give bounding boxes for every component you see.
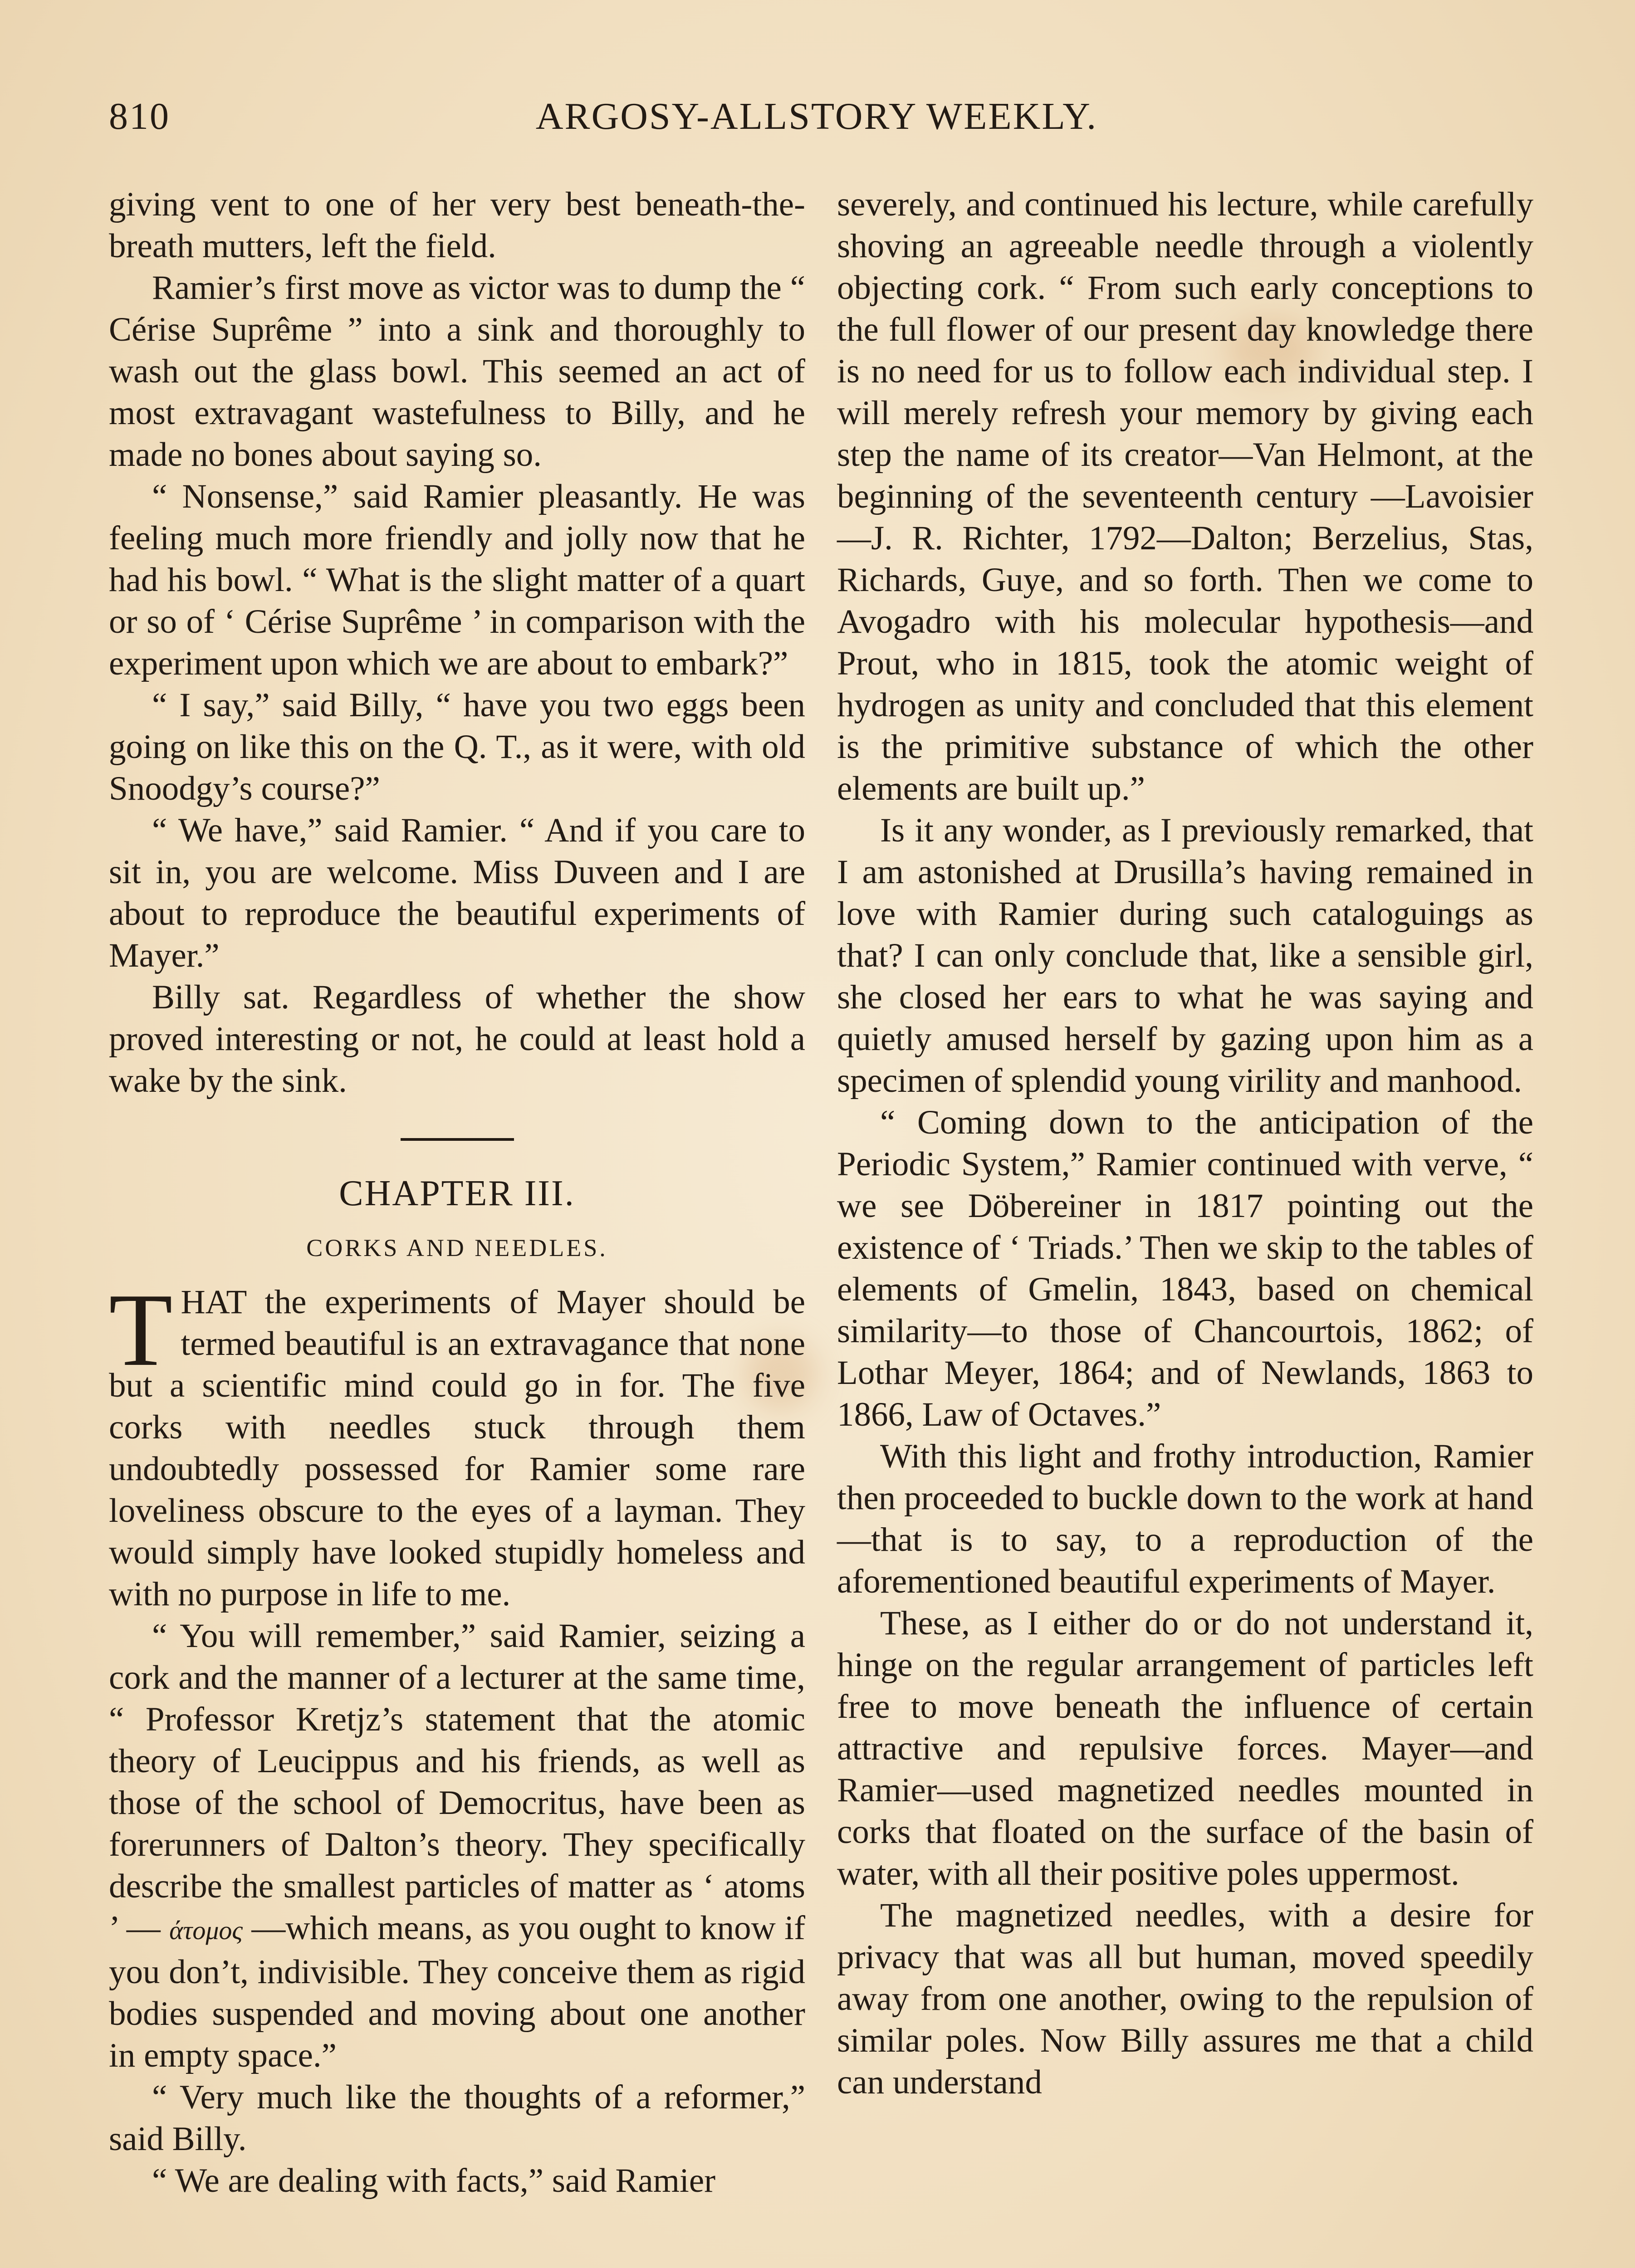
chapter-title: CHAPTER III. xyxy=(339,1173,575,1213)
paragraph: With this light and frothy introduction, Ramier then proceeded to buckle down to the work at hand—that is to say, to a reproduction of the aforementioned beautiful experiments of Mayer. xyxy=(837,1437,1533,1600)
paragraph xyxy=(109,1615,805,2077)
paragraph: “ Coming down to the anticipation of the Periodic System,” Ramier continued with verve, “ we see Döbereiner in 1817 pointing out the existence of ‘ Triads.’ Then we skip to the tables of elements of Gmelin, 1843, based on chemical similarity—to those of Chancourtois, 1862; of Lothar Meyer, 1864; and of Newlands, 1863 to 1866, Law of Octaves.” xyxy=(837,1104,1533,1433)
right-column xyxy=(837,184,1533,2103)
paragraph: Billy sat. Regardless of whether the show proved interesting or not, he could at least hold a wake by the sink. xyxy=(109,978,805,1100)
paragraph: Ramier’s first move as victor was to dump the “ Cérise Suprême ” into a sink and thoroughly to wash out the glass bowl. This seemed an act of most extravagant wastefulness to Billy, and he made no bones about saying so. xyxy=(109,269,805,474)
paragraph: “ I say,” said Billy, “ have you two eggs been going on like this on the Q. T., as it were, with old Snoodgy’s course?” xyxy=(109,686,805,807)
opening-text: HAT the experiments of Mayer should be termed beautiful is an extravagance that none but a scientific mind could go in for. The five corks with needles stuck through them undoubtedly possessed for Ramier some rare loveliness obscure to the eyes of a layman. They would simply have looked stupidly homeless and with no purpose in life to me. xyxy=(109,1283,805,1613)
paragraph: Is it any wonder, as I previously remarked, that I am astonished at Drusilla’s having remained in love with Ramier during such cataloguings as that? I can only conclude that, like a sensible girl, she closed her ears to what he was saying and quietly amused herself by gazing upon him as a specimen of splendid young virility and manhood. xyxy=(837,811,1533,1100)
paragraph: “ We have,” said Ramier. “ And if you care to sit in, you are welcome. Miss Duveen and I are about to reproduce the beautiful experiments of Mayer.” xyxy=(109,811,805,974)
page-header xyxy=(109,94,1524,149)
paragraph: These, as I either do or do not understand it, hinge on the regular arrangement of particles left free to move beneath the influence of certain attractive and repulsive forces. Mayer—and Ramier—used magnetized needles mounted in corks that floated on the surface of the basin of water, with all their positive poles uppermost. xyxy=(837,1604,1533,1892)
drop-cap: T xyxy=(109,1272,173,1388)
paragraph: The magnetized needles, with a desire for privacy that was all but human, moved speedily away from one another, owing to the repulsion of similar poles. Now Billy assures me that a child can understand xyxy=(837,1897,1533,2101)
paragraph: “ Very much like the thoughts of a reformer,” said Billy. xyxy=(109,2078,805,2158)
paragraph: giving vent to one of her very best beneath-the-breath mutters, left the field. xyxy=(109,186,805,265)
lecture-text-start: “ You will remember,” said Ramier, seizing a cork and the manner of a lecturer at the same time, “ Professor Kretjz’s statement that the atomic theory of Leucippus and his friends, as well as those of the school of Democritus, have been as forerunners of Dalton’s theory. They specifically describe the smallest particles of matter as ‘ atoms ’ — xyxy=(109,1617,805,1947)
greek-word: άτομος xyxy=(169,1916,243,1945)
publication-title: ARGOSY-ALLSTORY WEEKLY. xyxy=(535,95,1098,137)
lecture-text-end: —which means, as you ought to know if you don’t, indivisible. They conceive them as rigid bodies suspended and moving about one another in empty space.” xyxy=(109,1909,805,2074)
chapter-opening-paragraph xyxy=(109,1272,805,1615)
paragraph: severely, and continued his lecture, while carefully shoving an agreeable needle through a violently objecting cork. “ From such early conceptions to the full flower of our present day knowledge there is no need for us to follow each individual step. I will merely refresh your memory by giving each step the name of its creator—Van Helmont, at the beginning of the seventeenth century —Lavoisier—J. R. Richter, 1792—Dalton; Berzelius, Stas, Richards, Guye, and so forth. Then we come to Avogadro with his molecular hypothesis—and Prout, who in 1815, took the atomic weight of hydrogen as unity and concluded that this element is the primitive substance of which the other elements are built up.” xyxy=(837,186,1533,807)
chapter-subtitle: CORKS AND NEEDLES. xyxy=(306,1234,608,1261)
page-number: 810 xyxy=(109,95,170,137)
section-divider xyxy=(401,1138,514,1141)
paragraph: “ We are dealing with facts,” said Ramier xyxy=(152,2162,716,2200)
paragraph: “ Nonsense,” said Ramier pleasantly. He was feeling much more friendly and jolly now that he had his bowl. “ What is the slight matter of a quart or so of ‘ Cérise Suprême ’ in comparison with the experiment upon which we are about to embark?” xyxy=(109,478,805,682)
left-column xyxy=(109,184,805,2202)
